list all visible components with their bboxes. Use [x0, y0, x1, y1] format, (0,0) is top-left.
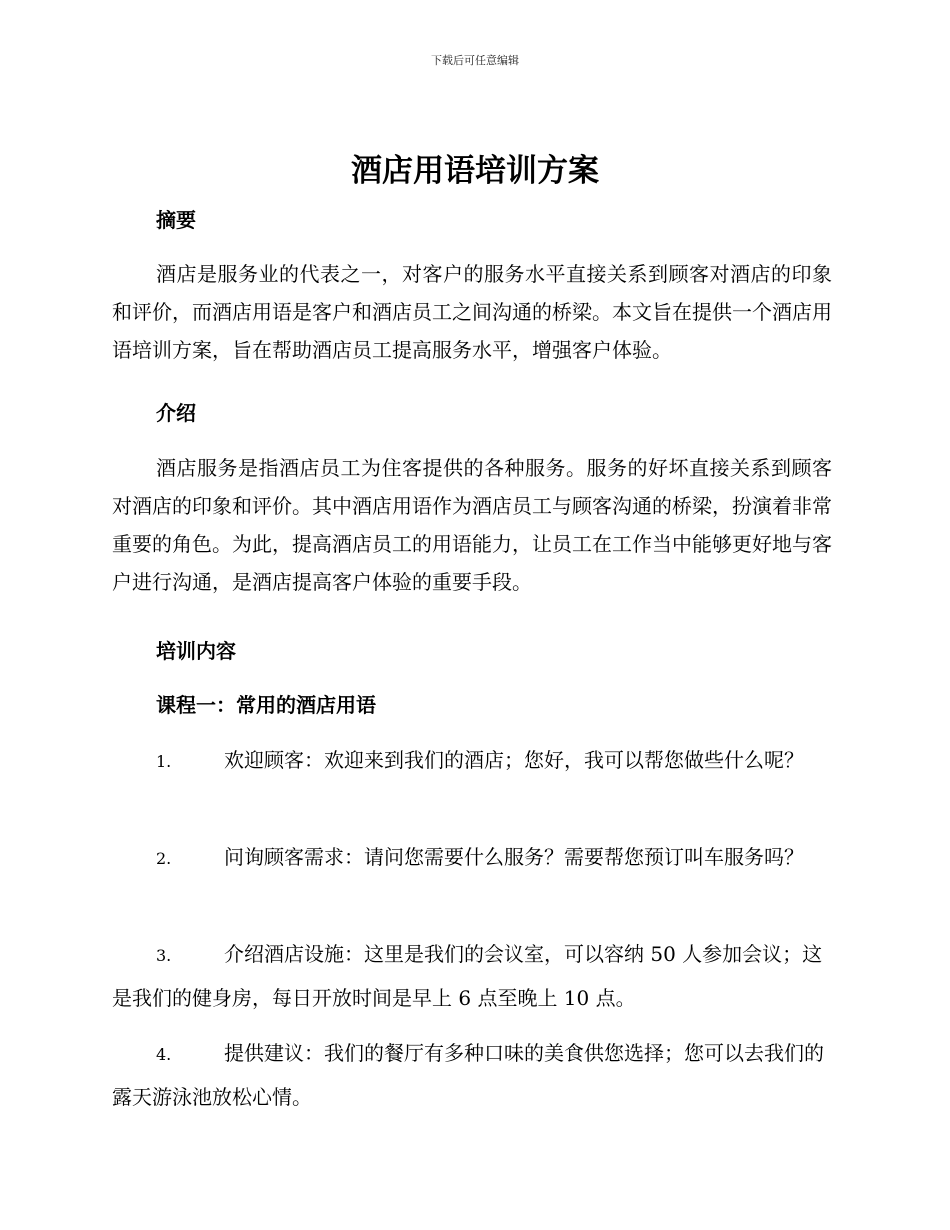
- abstract-heading: 摘要: [156, 208, 196, 232]
- list-item-text: 提供建议：我们的餐厅有多种口味的美食供您选择；您可以去我们的露天游泳池放松心情。: [112, 1041, 824, 1109]
- course-one-heading: 课程一：常用的酒店用语: [156, 693, 376, 717]
- list-item-number: 3.: [156, 946, 172, 965]
- document-title: 酒店用语培训方案: [351, 153, 599, 189]
- list-item-text: 介绍酒店设施：这里是我们的会议室，可以容纳 50 人参加会议；这是我们的健身房，每日开放时间是早上 6 点至晚上 10 点。: [112, 942, 823, 1010]
- list-item-text: 问询顾客需求：请问您需要什么服务？需要帮您预订叫车服务吗？: [224, 845, 804, 869]
- intro-heading: 介绍: [156, 401, 196, 425]
- list-item: [112, 836, 832, 880]
- abstract-paragraph: 酒店是服务业的代表之一，对客户的服务水平直接关系到顾客对酒店的印象和评价，而酒店用语是客户和酒店员工之间沟通的桥梁。本文旨在提供一个酒店用语培训方案，旨在帮助酒店员工提高服务水平，增强客户体验。: [112, 262, 832, 362]
- list-item-text: 欢迎顾客：欢迎来到我们的酒店；您好，我可以帮您做些什么呢？: [224, 748, 804, 772]
- training-heading: 培训内容: [156, 639, 236, 663]
- list-item: [112, 933, 832, 1019]
- list-item-number: 4.: [156, 1045, 172, 1064]
- list-item: [112, 739, 832, 783]
- list-item: [112, 1032, 832, 1118]
- header-note: 下载后可任意编辑: [431, 54, 519, 67]
- list-item-number: 1.: [156, 752, 172, 771]
- list-item-number: 2.: [156, 849, 172, 868]
- intro-paragraph: 酒店服务是指酒店员工为住客提供的各种服务。服务的好坏直接关系到顾客对酒店的印象和评价。其中酒店用语作为酒店员工与顾客沟通的桥梁，扮演着非常重要的角色。为此，提高酒店员工的用语能力，让员工在工作当中能够更好地与客户进行沟通，是酒店提高客户体验的重要手段。: [112, 456, 832, 594]
